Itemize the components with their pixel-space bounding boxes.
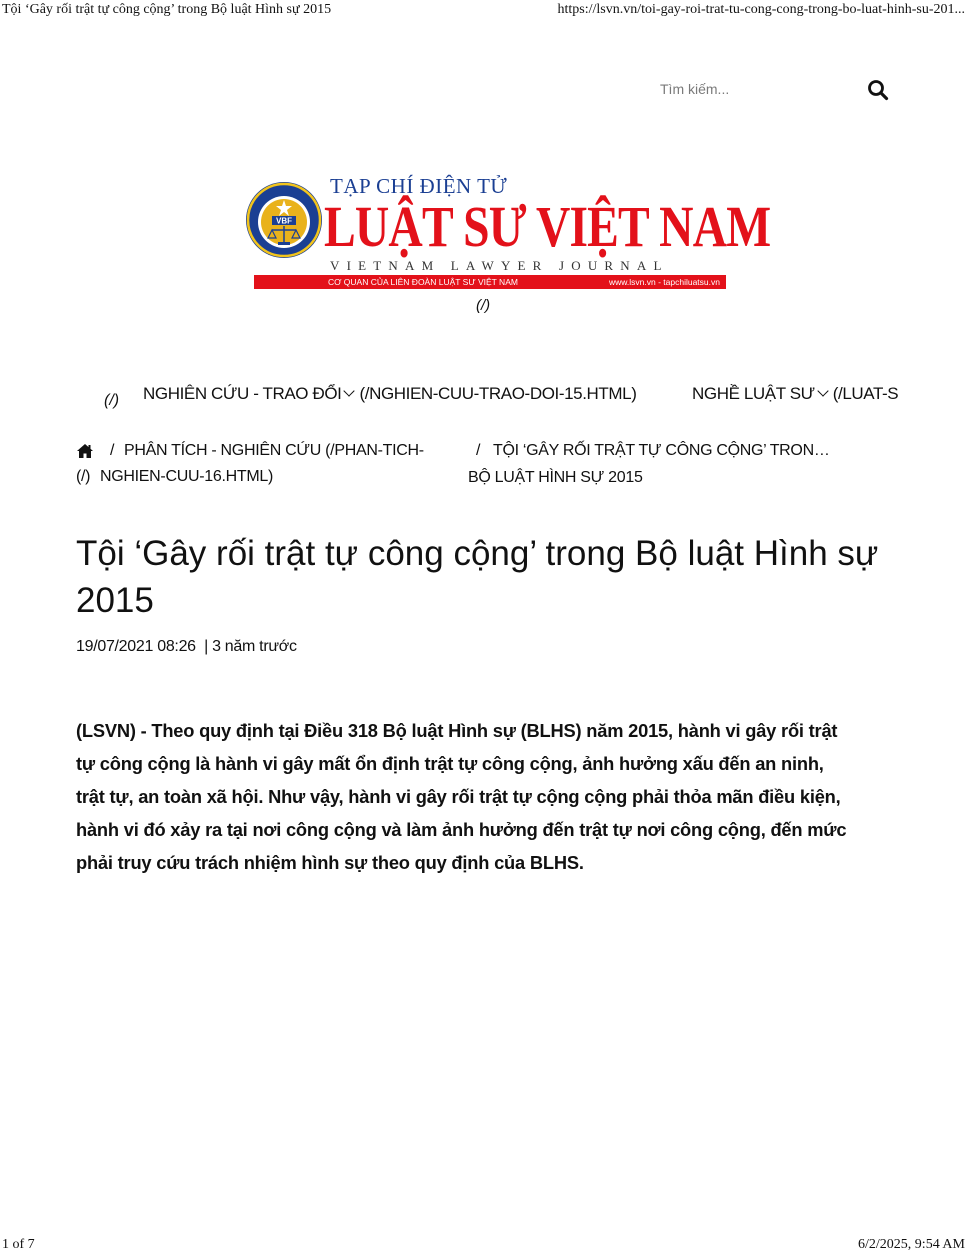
- nav-item-label: NGHỀ LUẬT SƯ: [692, 384, 815, 403]
- logo-link-text[interactable]: (/): [476, 297, 491, 314]
- search-button[interactable]: [866, 78, 890, 102]
- breadcrumb-item-current: TỘI ‘GÂY RỐI TRẬT TỰ CÔNG CỘNG’ TRON…: [493, 442, 830, 459]
- breadcrumb-item-phan-tich-cont[interactable]: NGHIEN-CUU-16.HTML): [100, 468, 273, 485]
- logo-subtitle: VIETNAM LAWYER JOURNAL: [330, 258, 669, 273]
- article-lead: [76, 714, 896, 879]
- nav-item-href: (/NGHIEN-CUU-TRAO-DOI-15.HTML): [359, 384, 637, 403]
- nav-item-nghe-luat-su[interactable]: [692, 384, 898, 404]
- nav-item-label: NGHIÊN CỨU - TRAO ĐỔI: [143, 384, 342, 403]
- logo-top-line: TẠP CHÍ ĐIỆN TỬ: [330, 174, 508, 198]
- vbf-emblem-icon: [244, 180, 324, 260]
- site-logo[interactable]: [244, 168, 771, 294]
- article-lead-line: trật tự, an toàn xã hội. Như vậy, hành vi gây rối trật tự cộng cộng phải thỏa mãn điều kiện,: [76, 786, 841, 807]
- nav-home-link[interactable]: (/): [104, 392, 120, 409]
- chevron-down-icon: [344, 385, 355, 396]
- emblem-label: VBF: [276, 216, 292, 226]
- breadcrumb-separator: /: [476, 442, 481, 459]
- logo-banner-bar: [254, 275, 726, 289]
- search-icon: [866, 78, 890, 102]
- article-lead-line: phải truy cứu trách nhiệm hình sự theo quy định của BLHS.: [76, 852, 584, 873]
- article-lead-line: tự công cộng là hành vi gây mất ổn định trật tự công cộng, ảnh hưởng xấu đến an ninh,: [76, 753, 824, 774]
- breadcrumb: [76, 442, 886, 494]
- breadcrumb-separator: /: [110, 442, 115, 459]
- chevron-down-icon: [817, 385, 828, 396]
- breadcrumb-item-current-cont: BỘ LUẬT HÌNH SỰ 2015: [468, 469, 643, 486]
- main-nav: [0, 380, 912, 410]
- article-meta: [76, 638, 297, 656]
- nav-item-href: (/LUAT-S: [832, 384, 899, 403]
- breadcrumb-home[interactable]: [76, 443, 94, 464]
- nav-item-nghien-cuu-trao-doi[interactable]: [143, 384, 636, 404]
- logo-bar-left-text: CƠ QUAN CỦA LIÊN ĐOÀN LUẬT SƯ VIỆT NAM: [328, 277, 518, 287]
- breadcrumb-item-phan-tich[interactable]: PHÂN TÍCH - NGHIÊN CỨU (/PHAN-TICH-: [124, 442, 424, 459]
- breadcrumb-home-link[interactable]: (/): [76, 468, 91, 485]
- article-date: 19/07/2021 08:26: [76, 638, 196, 655]
- print-header-title: Tội ‘Gây rối trật tự công cộng’ trong Bộ luật Hình sự 2015: [2, 2, 332, 17]
- home-icon: [76, 443, 94, 459]
- logo-main-text: LUẬT SƯ VIỆT NAM: [324, 194, 771, 259]
- logo-bar-right-text: www.lsvn.vn - tapchiluatsu.vn: [608, 277, 720, 287]
- article-lead-line: hành vi đó xảy ra tại nơi công cộng và làm ảnh hưởng đến trật tự nơi công cộng, đến mức: [76, 819, 847, 840]
- search-input[interactable]: [648, 76, 860, 102]
- article-relative-time: | 3 năm trước: [204, 638, 297, 655]
- print-header-url: https://lsvn.vn/toi-gay-roi-trat-tu-cong-cong-trong-bo-luat-hinh-su-201...: [557, 2, 965, 17]
- print-footer-datetime: 6/2/2025, 9:54 AM: [858, 1237, 965, 1252]
- article-lead-line: (LSVN) - Theo quy định tại Điều 318 Bộ luật Hình sự (BLHS) năm 2015, hành vi gây rối trật: [76, 720, 838, 741]
- page-title: Tội ‘Gây rối trật tự công cộng’ trong Bộ luật Hình sự 2015: [76, 534, 879, 620]
- print-footer-page: 1 of 7: [2, 1237, 35, 1252]
